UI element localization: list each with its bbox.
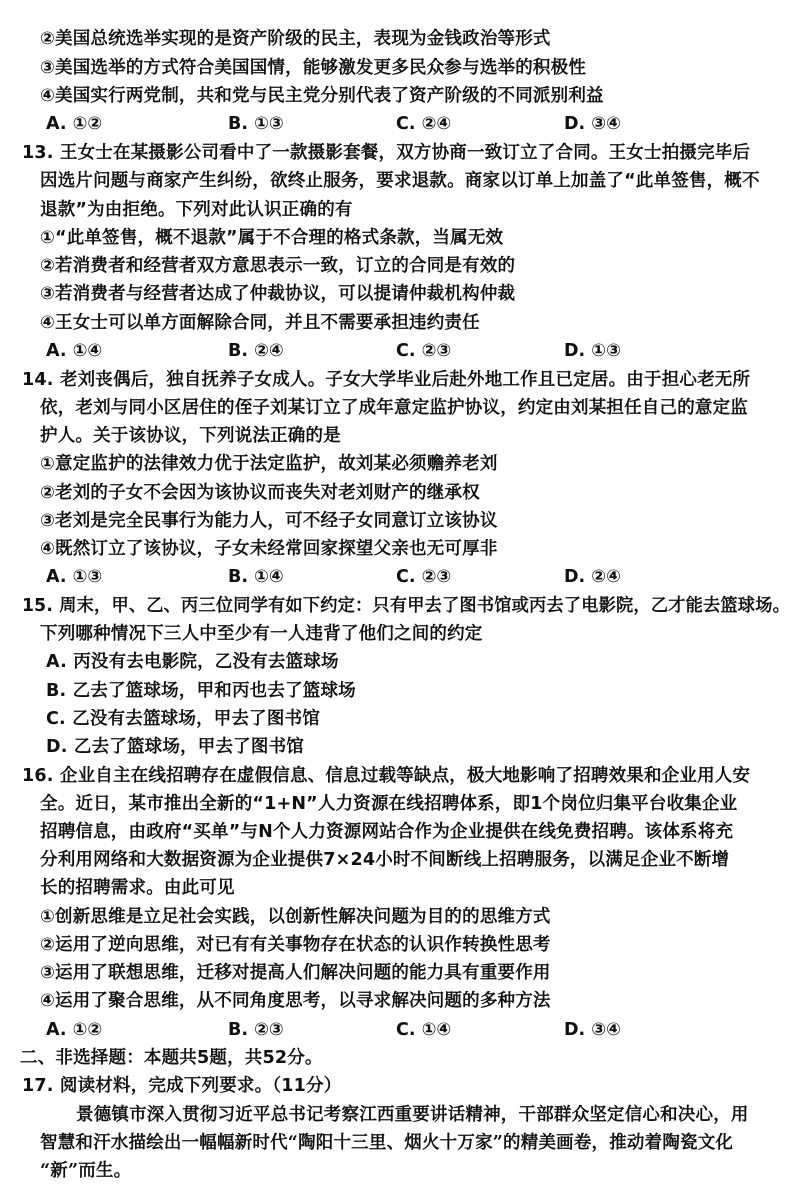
q16-statement-3: ③运用了联想思维，迁移对提高人们解决问题的能力具有重要作用 — [40, 963, 551, 983]
q14-statement-3: ③老刘是完全民事行为能力人，可不经子女同意订立该协议 — [40, 511, 498, 531]
q16-option-d: D. ③④ — [564, 1020, 621, 1040]
q15-option-a: A. 丙没有去电影院，乙没有去篮球场 — [46, 652, 339, 672]
q16-statement-1: ①创新思维是立足社会实践，以创新性解决问题为目的的思维方式 — [40, 907, 551, 927]
q14-option-c: C. ②③ — [396, 567, 452, 587]
q16-stem-line-1: 16. 企业自主在线招聘存在虚假信息、信息过载等缺点，极大地影响了招聘效果和企业用人安 — [22, 766, 751, 786]
q14-statement-4: ④既然订立了该协议，子女未经常回家探望父亲也无可厚非 — [40, 539, 498, 559]
q16-statement-4: ④运用了聚合思维，从不同角度思考，以寻求解决问题的多种方法 — [40, 991, 551, 1011]
q16-statement-2: ②运用了逆向思维，对已有有关事物存在状态的认识作转换性思考 — [40, 935, 551, 955]
q16-option-c: C. ①④ — [396, 1020, 452, 1040]
q16-stem-line-3: 招聘信息，由政府“买单”与N个人力资源网站合作为企业提供在线免费招聘。该体系将充 — [40, 822, 734, 842]
q13-option-c: C. ②③ — [396, 341, 452, 361]
q17-title: 17. 阅读材料，完成下列要求。（11分） — [22, 1076, 342, 1096]
q12-option-d: D. ③④ — [564, 114, 621, 134]
section-heading-non-choice: 二、非选择题：本题共5题，共52分。 — [20, 1048, 323, 1068]
q14-statement-2: ②老刘的子女不会因为该协议而丧失对老刘财产的继承权 — [40, 483, 480, 503]
q15-stem-line-1: 15. 周末，甲、乙、丙三位同学有如下约定：只有甲去了图书馆或丙去了电影院，乙才能去篮球场。 — [22, 596, 791, 616]
q13-statement-4: ④王女士可以单方面解除合同，并且不需要承担违约责任 — [40, 313, 480, 333]
q13-statement-1: ①“此单签售，概不退款”属于不合理的格式条款，当属无效 — [40, 228, 504, 248]
q13-option-b: B. ②④ — [228, 341, 284, 361]
q16-stem-line-2: 全。近日，某市推出全新的“1+N”人力资源在线招聘体系，即1个岗位归集平台收集企业 — [40, 794, 738, 814]
q13-stem-line-1: 13. 王女士在某摄影公司看中了一款摄影套餐，双方协商一致订立了合同。王女士拍摄完毕后 — [22, 143, 751, 163]
q14-stem-line-1: 14. 老刘丧偶后，独自抚养子女成人。子女大学毕业后赴外地工作且已定居。由于担心老无所 — [22, 370, 751, 390]
q13-option-a: A. ①④ — [46, 341, 103, 361]
q14-option-b: B. ①④ — [228, 567, 284, 587]
q16-option-a: A. ①② — [46, 1020, 103, 1040]
q14-stem-line-3: 护人。关于该协议，下列说法正确的是 — [40, 426, 341, 446]
q13-option-d: D. ①③ — [564, 341, 621, 361]
q12-statement-4: ④美国实行两党制，共和党与民主党分别代表了资产阶级的不同派别利益 — [40, 86, 604, 106]
q17-material-line-2: 智慧和汗水描绘出一幅幅新时代“陶阳十三里、烟火十万家”的精美画卷，推动着陶瓷文化 — [40, 1133, 734, 1153]
q13-stem-line-3: 退款”为由拒绝。下列对此认识正确的有 — [40, 200, 353, 220]
q12-option-c: C. ②④ — [396, 114, 452, 134]
q14-option-d: D. ②④ — [564, 567, 621, 587]
q13-statement-3: ③若消费者与经营者达成了仲裁协议，可以提请仲裁机构仲裁 — [40, 284, 516, 304]
q12-option-b: B. ①③ — [228, 114, 284, 134]
q15-option-c: C. 乙没有去篮球场，甲去了图书馆 — [46, 709, 320, 729]
q16-option-b: B. ②③ — [228, 1020, 284, 1040]
q13-stem-line-2: 因选片问题与商家产生纠纷，欲终止服务，要求退款。商家以订单上加盖了“此单签售，概不 — [40, 171, 760, 191]
q17-material-line-3: “新”而生。 — [40, 1161, 132, 1181]
q14-stem-line-2: 依，老刘与同小区居住的侄子刘某订立了成年意定监护协议，约定由刘某担任自己的意定监 — [40, 398, 748, 418]
q15-option-d: D. 乙去了篮球场，甲去了图书馆 — [46, 737, 304, 757]
q17-material-line-1: 景德镇市深入贯彻习近平总书记考察江西重要讲话精神，干部群众坚定信心和决心，用 — [76, 1105, 749, 1125]
q15-stem-line-2: 下列哪种情况下三人中至少有一人违背了他们之间的约定 — [40, 624, 483, 644]
q12-statement-3: ③美国选举的方式符合美国国情，能够激发更多民众参与选举的积极性 — [40, 58, 587, 78]
q16-stem-line-5: 长的招聘需求。由此可见 — [40, 878, 235, 898]
q16-stem-line-4: 分利用网络和大数据资源为企业提供7×24小时不间断线上招聘服务，以满足企业不断增 — [40, 850, 730, 870]
q12-option-a: A. ①② — [46, 114, 103, 134]
q14-statement-1: ①意定监护的法律效力优于法定监护，故刘某必须赡养老刘 — [40, 454, 498, 474]
q15-option-b: B. 乙去了篮球场，甲和丙也去了篮球场 — [46, 681, 356, 701]
q14-option-a: A. ①③ — [46, 567, 103, 587]
q13-statement-2: ②若消费者和经营者双方意思表示一致，订立的合同是有效的 — [40, 256, 516, 276]
q12-statement-2: ②美国总统选举实现的是资产阶级的民主，表现为金钱政治等形式 — [40, 29, 551, 49]
